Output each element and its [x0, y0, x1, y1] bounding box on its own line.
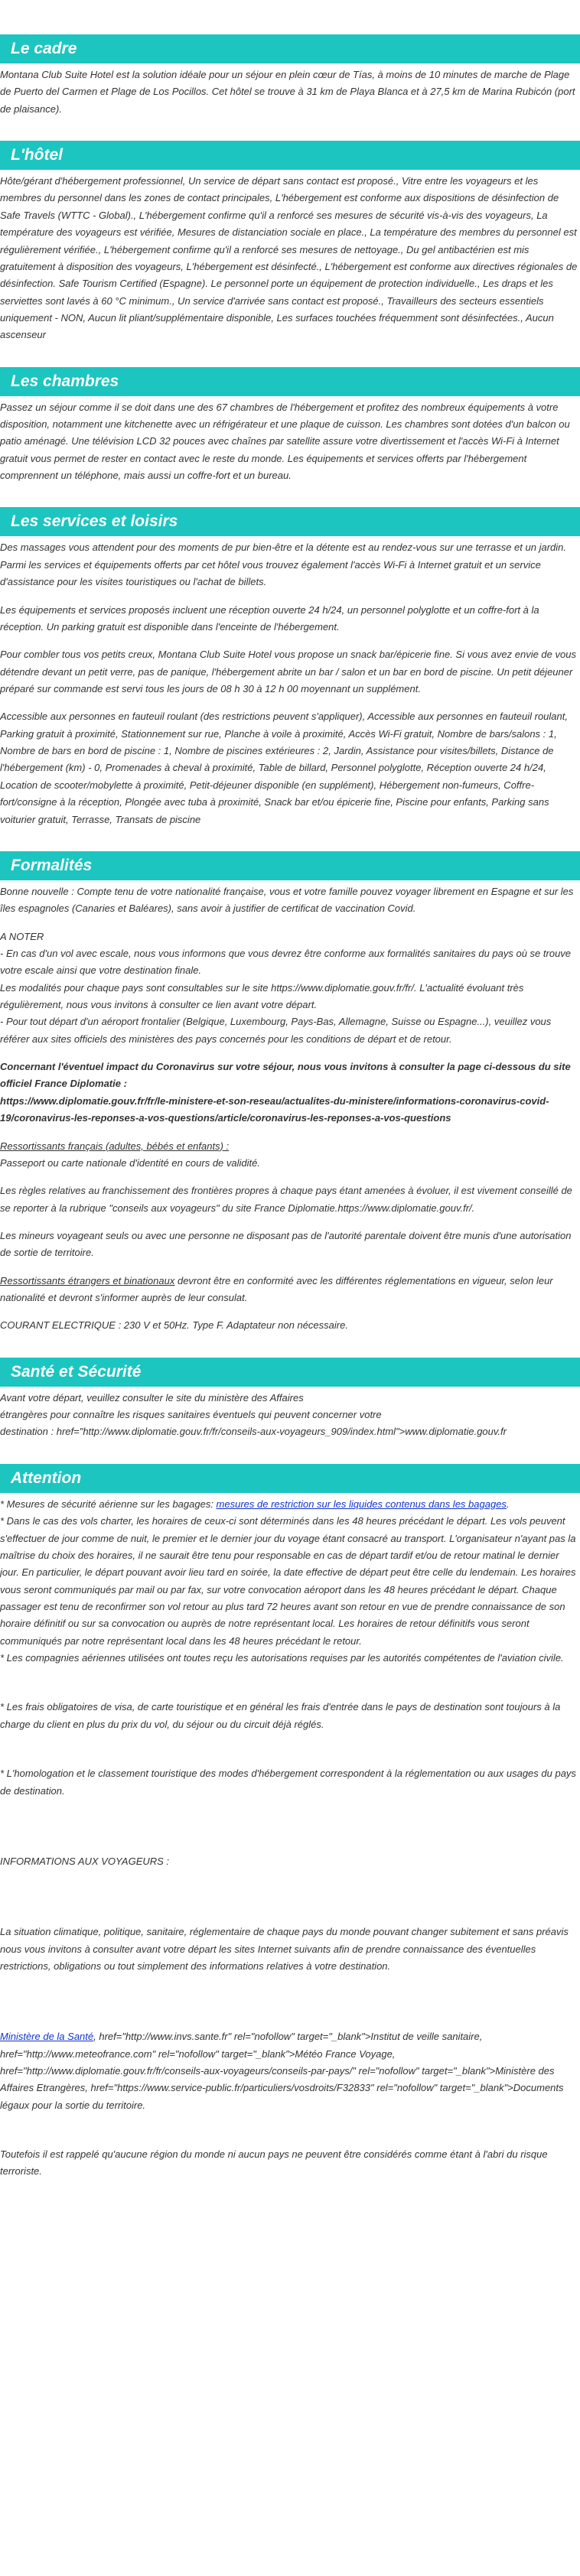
section-cadre — [0, 34, 580, 118]
risque-terroriste: Toutefois il est rappelé qu'aucune région du monde ni aucun pays ne peuvent être considérés comme étant à l'abri du risque terroriste. — [0, 2148, 548, 2178]
section-title-sante: Santé et Sécurité — [0, 1358, 580, 1387]
liens-utiles-text: , href="http://www.invs.sante.fr" rel="nofollow" target="_blank">Institut de veille sanitaire, href="http://www.meteofrance.com" rel="nofollow" target="_blank">Météo France Voyage, href="http://www.diplomatie.gouv.fr/fr/conseils-aux-voyageurs/conseils-par-pays/" rel="nofollow" target="_blank">Ministère des Affaires Etrangères, href="https://www.service-public.fr/particuliers/vosdroits/F32833" rel="nofollow" target="_blank">Documents légaux pour la sortie du territoire. — [0, 2031, 564, 2111]
coronavirus-link[interactable]: https://www.diplomatie.gouv.fr/fr/le-ministere-et-son-reseau/actualites-du-ministere/informations-coronavirus-covid-19/coronavirus-les-reponses-a-vos-questions/article/coronavirus-les-reponses-a-vos-questions — [0, 1094, 549, 1124]
situation-line-2: nous vous invitons à consulter avant votre départ les sites Internet suivants afin de prendre connaissance des éventuelles restrictions, obligations ou tout simplement des informations relatives à votre destination. — [0, 1943, 536, 1972]
sante-text — [0, 1390, 580, 1441]
section-attention — [0, 1464, 580, 2181]
coronavirus-intro: Concernant l'éventuel impact du Coronavirus sur votre séjour, nous vous invitons à consulter la page ci-dessous du site officiel France Diplomatie : — [0, 1061, 571, 1090]
section-services — [0, 507, 580, 828]
coronavirus-notice — [0, 1059, 580, 1127]
liens-utiles — [0, 2028, 580, 2114]
mineurs-text: Les mineurs voyageant seuls ou avec une personne ne disposant pas de l'autorité parentale doivent être munis d'une autorisation de sortie de territoire. — [0, 1229, 572, 1259]
formalites-note — [0, 929, 580, 1049]
attention-frais: * Les frais obligatoires de visa, de carte touristique et en général les frais d'entrée dans le pays de destination sont toujours à la charge du client en plus du prix du vol, du séjour ou du circuit déjà réglés. — [0, 1701, 561, 1730]
services-text-3: Pour combler tous vos petits creux, Montana Club Suite Hotel vous propose un snack bar/épicerie fine. Si vous avez envie de vous détendre devant un petit verre, pas de panique, l'hébergement abrite un bar / salon et un bar en bord de piscine. Un petit déjeuner préparé sur commande est servi tous les jours de 08 h 30 à 12 h 00 moyennant un supplément. — [0, 649, 576, 694]
formalites-intro: Bonne nouvelle : Compte tenu de votre nationalité française, vous et votre famille pouvez voyager librement en Espagne et sur les îles espagnoles (Canaries et Baléares), sans avoir à justifier de certificat de vaccination Covid. — [0, 885, 574, 915]
services-text-4: Accessible aux personnes en fauteuil roulant (des restrictions peuvent s'appliquer), Accessible aux personnes en fauteuil roulant, Parking gratuit à proximité, Stationnement sur rue, Planche à voile à proximité, Accès Wi-Fi gratuit, Nombre de bars/salons : 1, Nombre de bars en bord de piscine : 1, Nombre de piscines extérieures : 2, Jardin, Assistance pour visites/billets, Distance de l'hébergement (km) - 0, Promenades à cheval à proximité, Table de billard, Personnel polyglotte, Réception ouverte 24 h/24, Location de scooter/mobylette à proximité, Petit-déjeuner disponible (en supplément), Hébergement non-fumeurs, Coffre-fort/consigne à la réception, Plongée avec tuba à proximité, Snack bar et/ou épicerie fine, Piscine pour enfants, Parking sans voiturier gratuit, Terrasse, Transats de piscine — [0, 711, 568, 825]
attention-bagages — [0, 1496, 580, 1513]
section-hotel — [0, 141, 580, 344]
services-text-1: Des massages vous attendent pour des moments de pur bien-être et la détente est au rendez-vous sur une terrasse et un jardin. Parmi les services et équipements offerts par cet hôtel vous trouvez également l'accès Wi-Fi à Internet gratuit et un service d'assistance pour les visites touristiques ou l'achat de billets. — [0, 542, 566, 588]
attention-homologation: * L'homologation et le classement touristique des modes d'hébergement correspondent à la réglementation ou aux usages du pays de destination. — [0, 1768, 576, 1797]
section-title-formalites: Formalités — [0, 851, 580, 880]
services-text-2: Les équipements et services proposés incluent une réception ouverte 24 h/24, un personnel polyglotte et un coffre-fort à la réception. Un parking gratuit est disponible dans l'enceinte de l'hébergement. — [0, 603, 539, 633]
ressortissants-etrangers-title: Ressortissants étrangers et binationaux — [0, 1274, 175, 1286]
note-line-3: - Pour tout départ d'un aéroport frontalier (Belgique, Luxembourg, Pays-Bas, Allemagne, Suisse ou Espagne...), veuillez vous référer aux sites officiels des ministères des pays concernés pour les conditions de départ et de retour. — [0, 1016, 552, 1045]
ressortissants-etrangers — [0, 1273, 580, 1307]
section-title-hotel: L'hôtel — [0, 141, 580, 170]
cadre-text: Montana Club Suite Hotel est la solution idéale pour un séjour en plein cœur de Tías, à moins de 10 minutes de marche de Plage de Puerto del Carmen et Plage de Los Pocillos. Cet hôtel se trouve à 31 km de Playa Blanca et à 27,5 km de Marina Rubicón (port de plaisance). — [0, 69, 575, 115]
section-formalites — [0, 851, 580, 1335]
bagages-suffix: . — [506, 1498, 510, 1510]
courant-electrique: COURANT ELECTRIQUE : 230 V et 50Hz. Type F. Adaptateur non nécessaire. — [0, 1319, 348, 1332]
note-line-2: Les modalités pour chaque pays sont consultables sur le site https://www.diplomatie.gouv.fr/fr/. L'actualité évoluant très régulièrement, nous vous invitons à consulter ce lien avant votre départ. — [0, 981, 524, 1011]
liquides-link[interactable]: mesures de restriction sur les liquides contenus dans les bagages — [216, 1498, 507, 1510]
section-sante — [0, 1358, 580, 1441]
chambres-text: Passez un séjour comme il se doit dans une des 67 chambres de l'hébergement et profitez des nombreux équipements à votre disposition, notamment une kitchenette avec un réfrigérateur et une plaque de cuisson. Les chambres sont dotées d'un balcon ou patio aménagé. Une télévision LCD 32 pouces avec chaînes par satellite assure votre divertissement et l'accès Wi-Fi à Internet gratuit vous permet de rester en contact avec le reste du monde. Les équipements et services offerts par l'hébergement comprennent un téléphone, mais aussi un coffre-fort et un bureau. — [0, 401, 570, 482]
note-heading: A NOTER — [0, 930, 44, 942]
ressortissants-etrangers-text: devront être en conformité avec les différentes réglementations en vigueur, selon leur nationalité et devront s'informer auprès de leur consulat. — [0, 1274, 553, 1304]
sante-line-1: Avant votre départ, veuillez consulter le site du ministère des Affaires — [0, 1391, 304, 1403]
section-title-chambres: Les chambres — [0, 367, 580, 396]
section-title-attention: Attention — [0, 1464, 580, 1493]
section-chambres — [0, 367, 580, 485]
note-line-1: - En cas d'un vol avec escale, nous vous informons que vous devrez être conforme aux formalités sanitaires du pays où se trouve votre escale ainsi que votre destination finale. — [0, 947, 572, 977]
sante-line-3: destination : href="http://www.diplomatie.gouv.fr/fr/conseils-aux-voyageurs_909/index.html">www.diplomatie.gouv.fr — [0, 1426, 507, 1438]
ressortissants-francais-text: Passeport ou carte nationale d'identité en cours de validité. — [0, 1156, 260, 1169]
hotel-text: Hôte/gérant d'hébergement professionnel, Un service de départ sans contact est proposé., Vitre entre les voyageurs et les membres du personnel dans les zones de contact principales, L'hébergement est conforme aux dispositions de désinfection de Safe Travels (WTTC - Global)., L'hébergement confirme qu'il a renforcé ses mesures de sécurité vis-à-vis des voyageurs, La température des voyageurs est vérifiée, Mesures de distanciation sociale en place., La température des membres du personnel est régulièrement vérifiée., L'hébergement confirme qu'il a renforcé ses mesures de nettoyage., Du gel antibactérien est mis gratuitement à disposition des voyageurs, L'hébergement est désinfecté., L'hébergement est conforme aux directives régionales de désinfection. Safe Tourism Certified (Espagne). Le personnel porte un équipement de protection individuelle., Les draps et les serviettes sont lavés à 60 °C minimum., Un service d'arrivée sans contact est proposé., Travailleurs des secteurs essentiels uniquement - NON, Aucun lit pliant/supplémentaire disponible, Les surfaces touchées fréquemment sont désinfectées., Aucun ascenseur — [0, 175, 578, 341]
bagages-prefix: * Mesures de sécurité aérienne sur les bagages: — [0, 1498, 217, 1510]
section-title-services: Les services et loisirs — [0, 507, 580, 536]
ressortissants-francais-title: Ressortissants français (adultes, bébés et enfants) : — [0, 1140, 230, 1152]
sante-line-2: étrangères pour connaître les risques sanitaires éventuels qui peuvent concerner votre — [0, 1409, 382, 1421]
situation-text — [0, 1924, 580, 1975]
attention-compagnies: * Les compagnies aériennes utilisées ont toutes reçu les autorisations requises par les autorités compétentes de l'aviation civile. — [0, 1652, 564, 1664]
informations-voyageurs: INFORMATIONS AUX VOYAGEURS : — [0, 1855, 170, 1867]
section-title-cadre: Le cadre — [0, 34, 580, 63]
situation-line-1: La situation climatique, politique, sanitaire, réglementaire de chaque pays du monde pouvant changer subitement et sans préavis — [0, 1926, 569, 1938]
regles-frontieres: Les règles relatives au franchissement des frontières propres à chaque pays étant amenées à évoluer, il est vivement conseillé de se reporter à la rubrique "conseils aux voyageurs" du site France Diplomatie.https://www.diplomatie.gouv.fr/. — [0, 1185, 572, 1214]
attention-charter: * Dans le cas des vols charter, les horaires de ceux-ci sont déterminés dans les 48 heures précédant le départ. Les vols peuvent s'effectuer de jour comme de nuit, le premier et le dernier jour du voyage étant consacré au transport. L'organisateur n'ayant pas la maîtrise du choix des horaires, il ne saurait être tenu pour responsable en cas de départ tardif et/ou de retour matinal le dernier jour. En particulier, le départ pouvant avoir lieu tard en soirée, la date effective de départ peut être celle du lendemain. Les horaires vous seront communiqués par mail ou par fax, sur votre convocation aéroport dans les 48 heures précédant le départ. Chaque passager est tenu de reconfirmer son vol retour au plus tard 72 heures avant son retour en vue de prendre connaissance de son horaire définitif ou sur sa convocation ou auprès de notre représentant local. Les horaires de retour définitifs vous seront communiqués par notre représentant local dans les 48 heures précédant le retour. — [0, 1515, 576, 1647]
ministere-sante-link[interactable]: Ministère de la Santé — [0, 2031, 94, 2043]
ressortissants-francais — [0, 1138, 580, 1173]
